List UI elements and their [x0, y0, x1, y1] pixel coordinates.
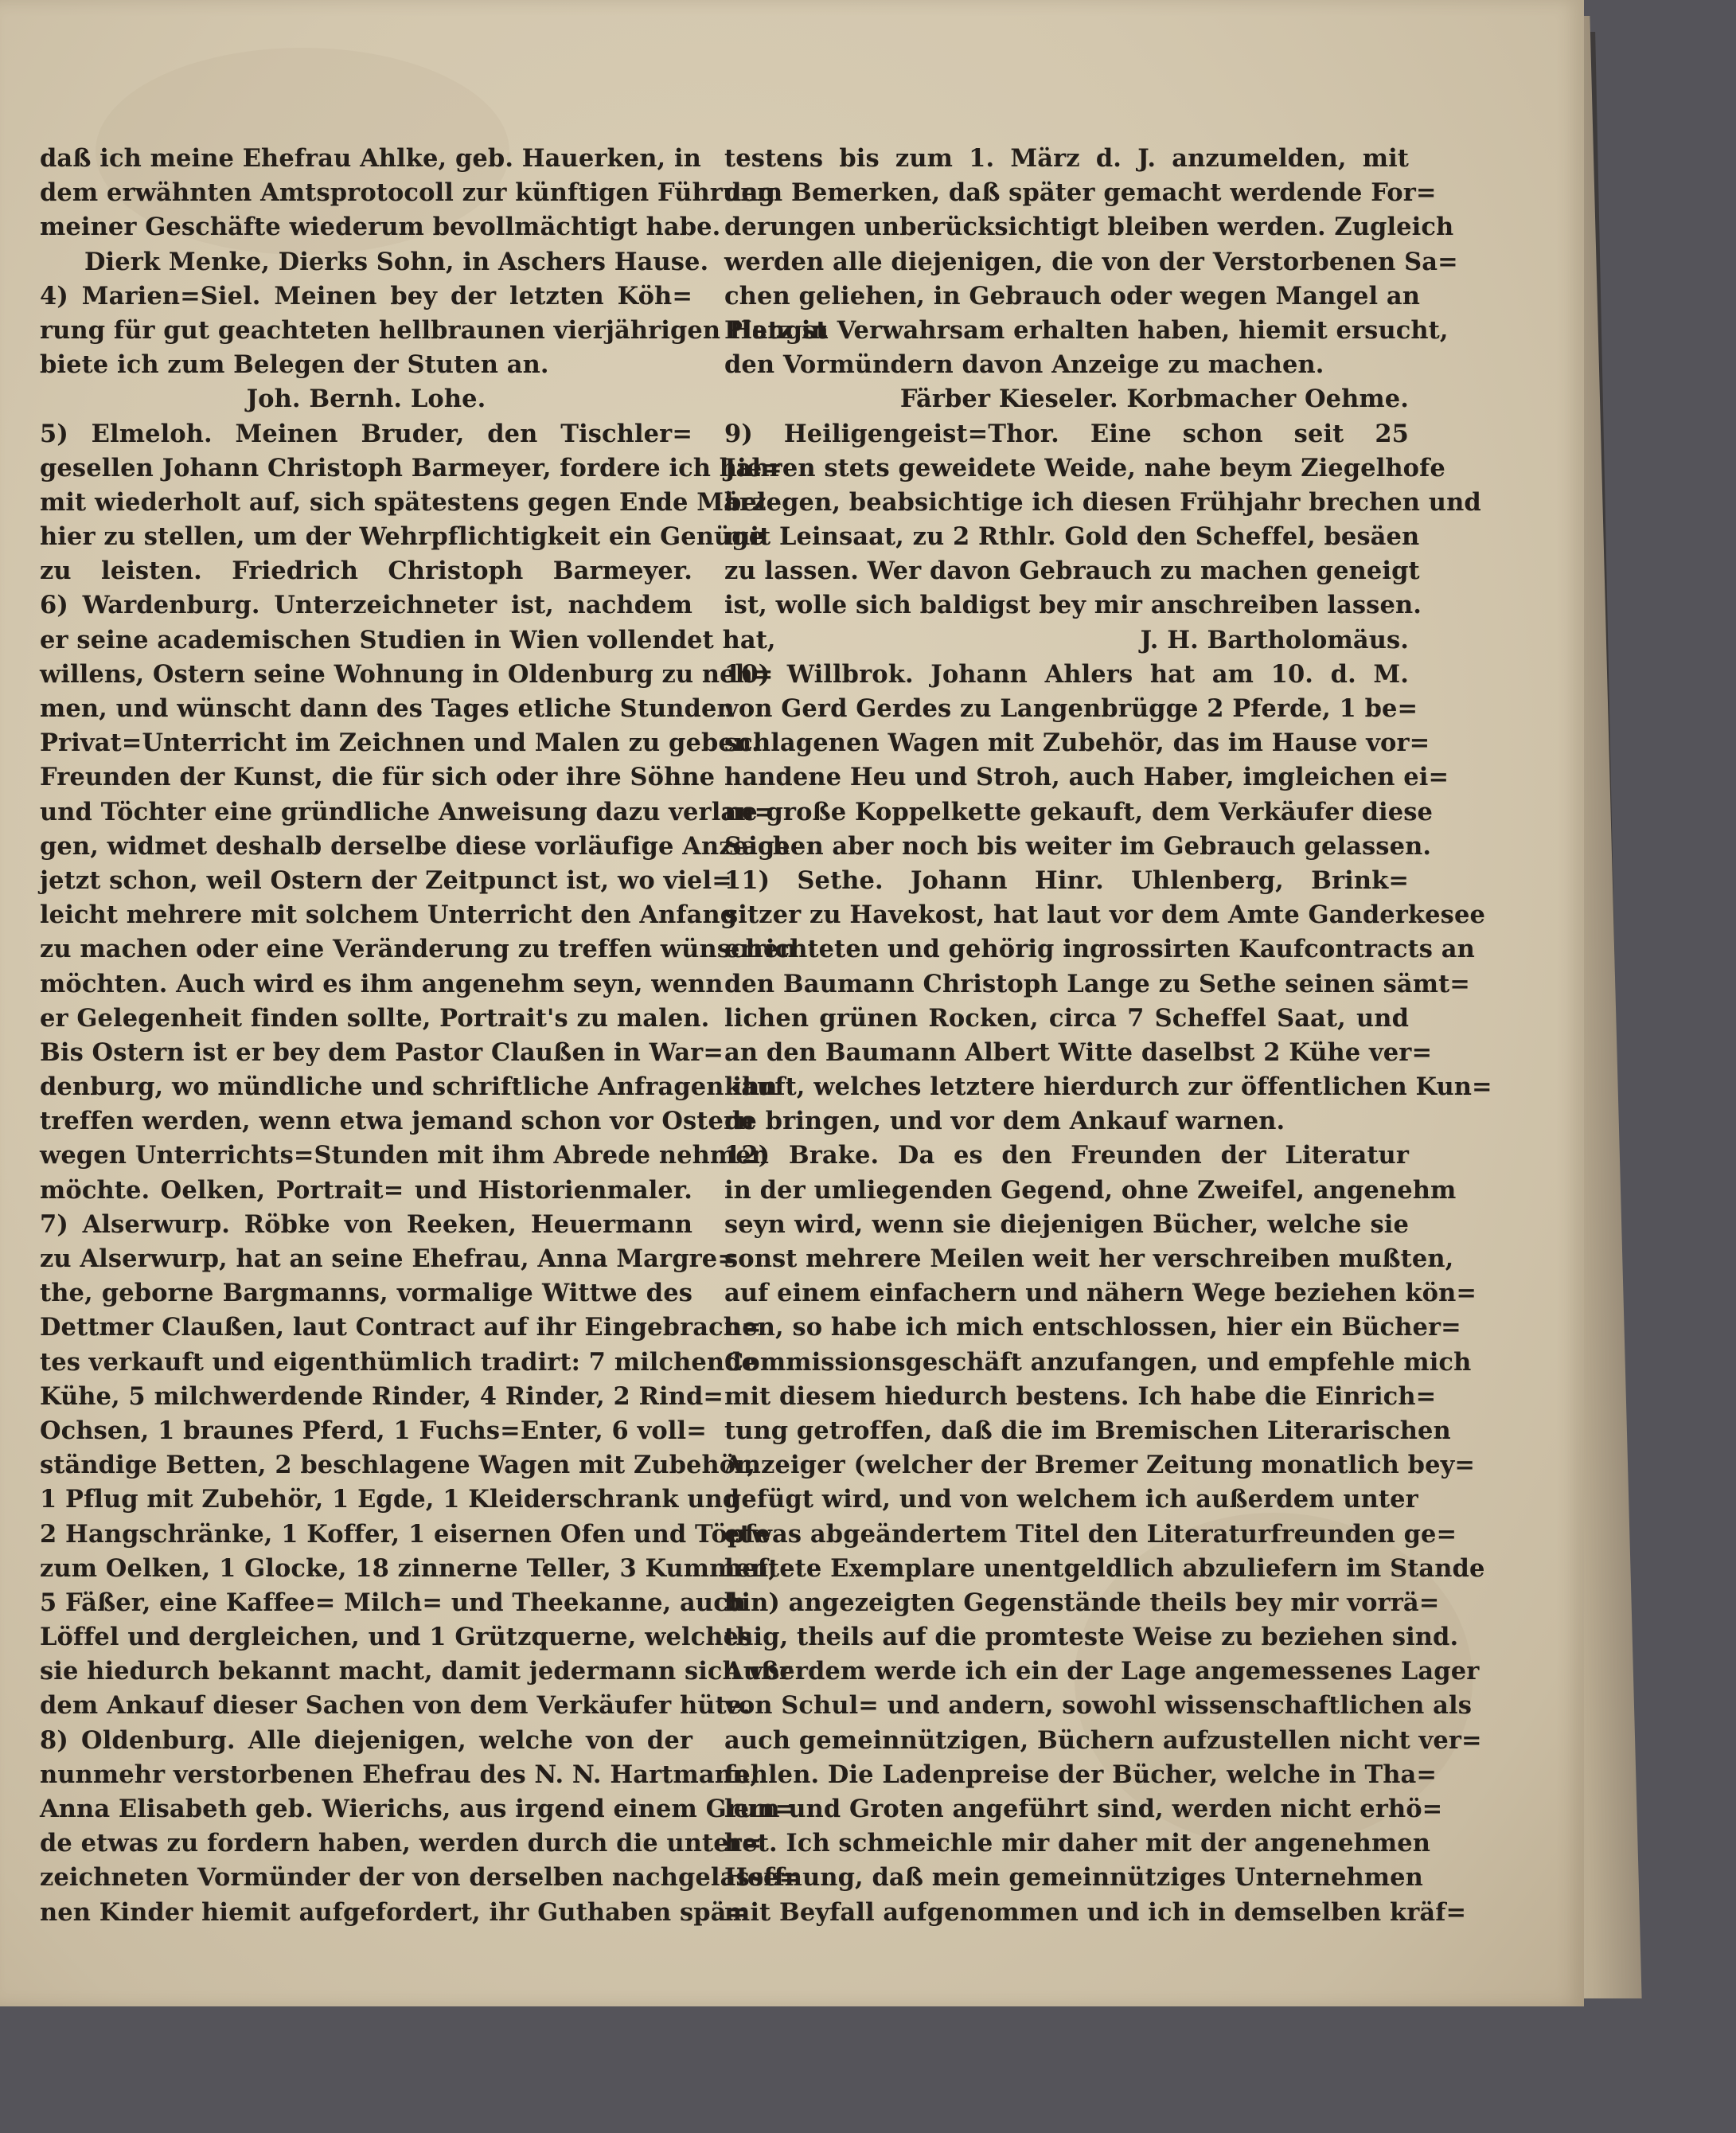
text-line: Anna Elisabeth geb. Wierichs, aus irgend einem Grun=	[40, 1795, 796, 1823]
text-line: und Töchter eine gründliche Anweisung dazu verlan=	[40, 797, 775, 826]
text-line: Sachen aber noch bis weiter im Gebrauch gelassen.	[724, 831, 1432, 861]
text-line: 11) Sethe. Johann Hinr. Uhlenberg, Brink=	[724, 865, 1409, 895]
text-line: gefügt wird, und von welchem ich außerdem unter	[724, 1485, 1418, 1514]
text-line: de bringen, und vor dem Ankauf warnen.	[724, 1107, 1285, 1136]
text-line: sonst mehrere Meilen weit her verschreiben mußten,	[724, 1244, 1454, 1273]
text-line: heftete Exemplare unentgeldlich abzuliefern im Stande	[724, 1553, 1485, 1583]
text-line: Bis Ostern ist er bey dem Pastor Claußen in War=	[40, 1037, 724, 1067]
text-line: 5) Elmeloh. Meinen Bruder, den Tischler=	[40, 419, 692, 448]
text-line: meiner Geschäfte wiederum bevollmächtigt habe.	[40, 213, 721, 242]
text-line: gen, widmet deshalb derselbe diese vorläufige Anzeige	[40, 831, 790, 861]
text-line: von Gerd Gerdes zu Langenbrügge 2 Pferde, 1 be=	[724, 694, 1418, 723]
text-line: möchte. Oelken, Portrait= und Historienmaler.	[40, 1175, 692, 1205]
text-line: Platz in Verwahrsam erhalten haben, hiemit ersucht,	[724, 315, 1449, 345]
text-line: Dettmer Claußen, laut Contract auf ihr Eingebrach=	[40, 1313, 762, 1342]
text-line: derungen unberücksichtigt bleiben werden. Zugleich	[724, 213, 1454, 242]
text-line: testens bis zum 1. März d. J. anzumelden, mit	[724, 144, 1409, 173]
text-line: seyn wird, wenn sie diejenigen Bücher, welche sie	[724, 1209, 1409, 1239]
text-line: daß ich meine Ehefrau Ahlke, geb. Hauerken, in	[40, 144, 701, 173]
text-line: zum Oelken, 1 Glocke, 18 zinnerne Teller, 3 Kummen,	[40, 1553, 778, 1583]
text-line: ständige Betten, 2 beschlagene Wagen mit Zubehör,	[40, 1451, 755, 1480]
text-line: nen Kinder hiemit aufgefordert, ihr Guthaben spä=	[40, 1897, 747, 1927]
text-line: 7) Alserwurp. Röbke von Reeken, Heuermann	[40, 1209, 692, 1239]
text-line: Freunden der Kunst, die für sich oder ihre Söhne	[40, 763, 716, 792]
text-line: zu Alserwurp, hat an seine Ehefrau, Anna Margre=	[40, 1244, 738, 1273]
text-line: Hoffnung, daß mein gemeinnütziges Unternehmen	[724, 1863, 1423, 1893]
text-line: men, und wünscht dann des Tages etliche Stunden	[40, 694, 735, 723]
text-line: belegen, beabsichtige ich diesen Frühjahr brechen und	[724, 487, 1481, 517]
text-line: kauft, welches letztere hierdurch zur öffentlichen Kun=	[724, 1072, 1492, 1102]
text-line: 5 Fäßer, eine Kaffee= Milch= und Theekanne, auch	[40, 1588, 747, 1617]
text-line: dem erwähnten Amtsprotocoll zur künftigen Führung	[40, 178, 775, 208]
text-line: J. H. Bartholomäus.	[1140, 625, 1409, 654]
text-line: jetzt schon, weil Ostern der Zeitpunct ist, wo viel=	[40, 865, 732, 895]
text-line: Dierk Menke, Dierks Sohn, in Aschers Hause.	[84, 247, 709, 276]
text-line: zu leisten. Friedrich Christoph Barmeyer.	[40, 557, 692, 586]
text-line: er Gelegenheit finden sollte, Portrait's zu malen.	[40, 1003, 710, 1033]
text-line: Löffel und dergleichen, und 1 Grützquerne, welches	[40, 1623, 753, 1652]
text-line: fehlen. Die Ladenpreise der Bücher, welche in Tha=	[724, 1760, 1438, 1789]
text-line: Ochsen, 1 braunes Pferd, 1 Fuchs=Enter, 6 voll=	[40, 1416, 707, 1445]
text-line: zeichneten Vormünder der von derselben nachgelasse=	[40, 1863, 800, 1893]
text-line: auch gemeinnützigen, Büchern aufzustellen nicht ver=	[724, 1725, 1482, 1755]
text-line: Kühe, 5 milchwerdende Rinder, 4 Rinder, 2 Rind=	[40, 1381, 724, 1411]
text-line: leicht mehrere mit solchem Unterricht den Anfang	[40, 900, 738, 930]
text-line: ne große Koppelkette gekauft, dem Verkäufer diese	[724, 797, 1433, 826]
text-line: hier zu stellen, um der Wehrpflichtigkeit ein Genüge	[40, 522, 765, 552]
text-line: dem Bemerken, daß später gemacht werdende For=	[724, 178, 1437, 208]
text-line: schlagenen Wagen mit Zubehör, das im Hause vor=	[724, 729, 1430, 758]
text-line: rung für gut geachteten hellbraunen vierjährigen Hengst	[40, 315, 828, 345]
text-line: von Schul= und andern, sowohl wissenschaftlichen als	[724, 1691, 1472, 1721]
text-line: möchten. Auch wird es ihm angenehm seyn, wenn	[40, 969, 724, 998]
text-line: mit diesem hiedurch bestens. Ich habe die Einrich=	[724, 1381, 1437, 1411]
text-line: Jahren stets geweidete Weide, nahe beym Ziegelhofe	[724, 453, 1445, 482]
text-line: in der umliegenden Gegend, ohne Zweifel, angenehm	[724, 1175, 1457, 1205]
right-column	[724, 142, 1492, 1930]
text-line: willens, Ostern seine Wohnung in Oldenburg zu neh=	[40, 659, 774, 689]
text-line: zu machen oder eine Veränderung zu treffen wünschen	[40, 935, 797, 964]
text-line: 4) Marien=Siel. Meinen bey der letzten Köh=	[40, 281, 692, 311]
text-line: 1 Pflug mit Zubehör, 1 Egde, 1 Kleiderschrank und	[40, 1485, 740, 1514]
text-line: Privat=Unterricht im Zeichnen und Malen zu geben.	[40, 729, 760, 758]
text-line: wegen Unterrichts=Stunden mit ihm Abrede nehmen	[40, 1141, 770, 1170]
text-line: werden alle diejenigen, die von der Verstorbenen Sa=	[724, 247, 1458, 276]
text-line: an den Baumann Albert Witte daselbst 2 Kühe ver=	[724, 1037, 1433, 1067]
text-line: Commissionsgeschäft anzufangen, und empfehle mich	[724, 1347, 1472, 1377]
text-line: 12) Brake. Da es den Freunden der Literatur	[724, 1141, 1409, 1170]
text-line: 8) Oldenburg. Alle diejenigen, welche von der	[40, 1725, 692, 1755]
text-line: tung getroffen, daß die im Bremischen Literarischen	[724, 1416, 1451, 1445]
text-line: mit Beyfall aufgenommen und ich in demselben kräf=	[724, 1897, 1467, 1927]
text-line: tes verkauft und eigenthümlich tradirt: 7 milchende	[40, 1347, 758, 1377]
text-line: treffen werden, wenn etwa jemand schon vor Ostern	[40, 1107, 755, 1136]
text-line: het. Ich schmeichle mir daher mit der angenehmen	[724, 1829, 1431, 1858]
text-line: biete ich zum Belegen der Stuten an.	[40, 350, 549, 380]
text-line: zu lassen. Wer davon Gebrauch zu machen geneigt	[724, 557, 1420, 586]
text-line: etwas abgeändertem Titel den Literaturfreunden ge=	[724, 1519, 1457, 1549]
text-line: dem Ankauf dieser Sachen von dem Verkäufer hüte.	[40, 1691, 751, 1721]
text-line: denburg, wo mündliche und schriftliche Anfragen ihn	[40, 1072, 778, 1102]
text-line: bin) angezeigten Gegenstände theils bey mir vorrä=	[724, 1588, 1440, 1617]
text-line: den Vormündern davon Anzeige zu machen.	[724, 350, 1324, 380]
text-line: mit Leinsaat, zu 2 Rthlr. Gold den Scheffel, besäen	[724, 522, 1420, 552]
text-line: Färber Kieseler. Korbmacher Oehme.	[899, 385, 1409, 414]
text-line: Anzeiger (welcher der Bremer Zeitung monatlich bey=	[724, 1451, 1476, 1480]
text-line: mit wiederholt auf, sich spätestens gegen Ende März	[40, 487, 767, 517]
text-line: auf einem einfachern und nähern Wege beziehen kön=	[724, 1279, 1477, 1308]
text-line: lichen grünen Rocken, circa 7 Scheffel Saat, und	[724, 1003, 1409, 1033]
text-line: er seine academischen Studien in Wien vollendet hat,	[40, 625, 776, 654]
text-line: 6) Wardenburg. Unterzeichneter ist, nachdem	[40, 591, 692, 620]
left-column	[40, 142, 828, 1930]
text-line: sie hiedurch bekannt macht, damit jedermann sich vor	[40, 1657, 793, 1686]
text-line: 9) Heiligengeist=Thor. Eine schon seit 25	[724, 419, 1409, 448]
text-line: nunmehr verstorbenen Ehefrau des N. N. Hartmann,	[40, 1760, 759, 1789]
text-line: errichteten und gehörig ingrossirten Kaufcontracts an	[724, 935, 1475, 964]
text-line: gesellen Johann Christoph Barmeyer, fordere ich hie=	[40, 453, 782, 482]
text-line: de etwas zu fordern haben, werden durch die unter=	[40, 1829, 763, 1858]
text-line: chen geliehen, in Gebrauch oder wegen Mangel an	[724, 281, 1420, 311]
text-line: handene Heu und Stroh, auch Haber, imgleichen ei=	[724, 763, 1449, 792]
text-line: Außerdem werde ich ein der Lage angemessenes Lager	[724, 1657, 1480, 1686]
text-line: 2 Hangschränke, 1 Koffer, 1 eisernen Ofen und Töpfe	[40, 1519, 771, 1549]
text-line: Joh. Bernh. Lohe.	[246, 385, 486, 414]
text-line: den Baumann Christoph Lange zu Sethe seinen sämt=	[724, 969, 1470, 998]
text-line: thig, theils auf die promteste Weise zu beziehen sind.	[724, 1623, 1459, 1652]
text-line: sitzer zu Havekost, hat laut vor dem Amte Ganderkesee	[724, 900, 1485, 930]
text-line: nen, so habe ich mich entschlossen, hier ein Bücher=	[724, 1313, 1461, 1342]
text-line: the, geborne Bargmanns, vormalige Wittwe des	[40, 1279, 692, 1308]
text-line: 10) Willbrok. Johann Ahlers hat am 10. d. M.	[724, 659, 1409, 689]
text-line: lern und Groten angeführt sind, werden nicht erhö=	[724, 1795, 1443, 1823]
text-line: ist, wolle sich baldigst bey mir anschreiben lassen.	[724, 591, 1422, 620]
